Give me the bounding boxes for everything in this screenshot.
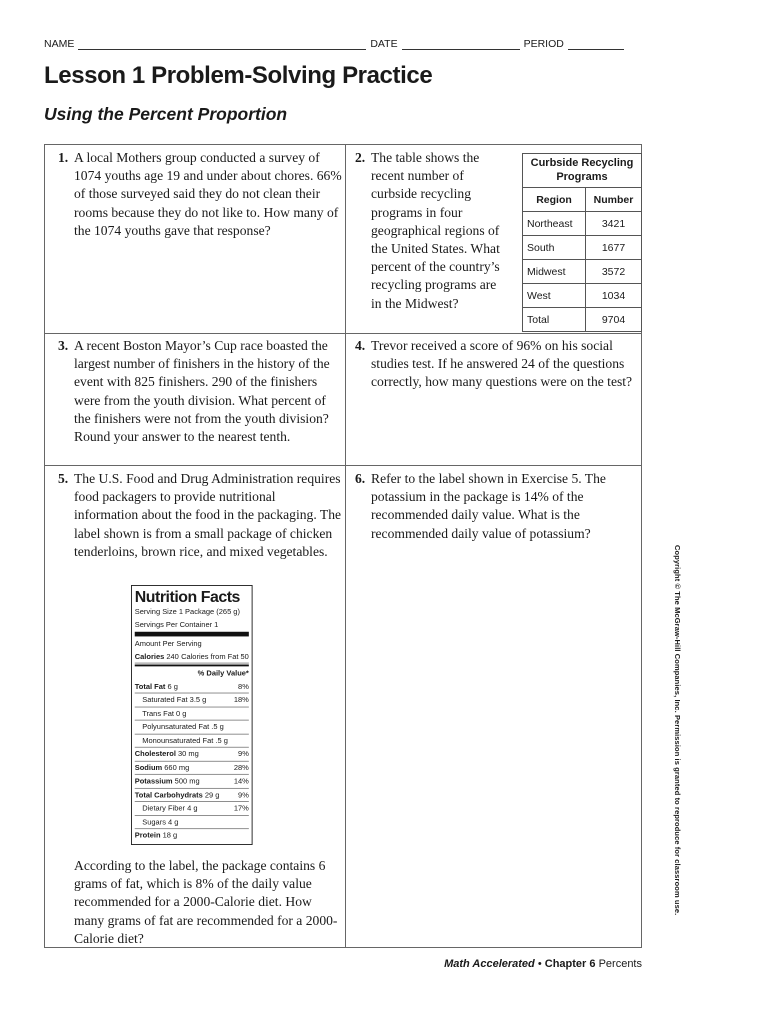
nutrient-amount: 3.5 g xyxy=(189,695,207,704)
date-field[interactable] xyxy=(402,39,520,50)
name-field[interactable] xyxy=(78,39,366,50)
divider xyxy=(135,632,249,637)
problem-text: Trevor received a score of 96% on his social studies test. If he answered 24 of the questions correctly, how many questions were on the test? xyxy=(371,338,633,390)
problem-grid xyxy=(44,144,642,948)
problem-number: 1. xyxy=(58,150,69,165)
nutrient-row xyxy=(135,802,249,816)
nutrient-amount: 30 mg xyxy=(177,749,199,759)
nutrition-label xyxy=(131,585,253,845)
nutrient-row xyxy=(135,829,249,842)
problem-number: 6. xyxy=(355,471,366,486)
number-cell: 3421 xyxy=(601,217,626,230)
nutrient-amount: .5 g xyxy=(215,736,228,745)
problem-number: 3. xyxy=(58,338,69,353)
nutrient-amount: 4 g xyxy=(168,817,179,826)
table-title: Curbside Recycling Programs xyxy=(523,154,641,188)
serving-size: Serving Size 1 Package (265 g) xyxy=(134,607,240,616)
nutrient-row xyxy=(135,734,249,748)
nutrient-label: Sugars xyxy=(142,817,166,826)
problem-text: The U.S. Food and Drug Administration requires food packagers to provide nutritional information about the food in the packaging. The label shown is from a small package of chicken tenderloins, brown rice, and mixed vegetables. xyxy=(74,471,342,559)
page-footer xyxy=(444,958,642,970)
nutrient-label: Potassium xyxy=(134,776,173,786)
calories-value: 240 xyxy=(166,651,179,661)
worksheet-header xyxy=(44,38,644,50)
nutrient-row xyxy=(135,788,249,802)
problem-2 xyxy=(355,149,503,313)
nutrition-title: Nutrition Facts xyxy=(134,587,240,606)
problem-text: The table shows the recent number of curbside recycling programs in four geographical regions of the United States. What percent of the country’s recycling programs are in the Midwest? xyxy=(371,150,500,311)
divider xyxy=(135,664,249,666)
footer-bullet: • xyxy=(537,958,542,970)
nutrient-label: Protein xyxy=(134,830,161,840)
nutrient-label: Polyunsaturated Fat xyxy=(142,722,210,731)
name-label: NAME xyxy=(44,38,75,50)
problem-text: According to the label, the package contains 6 grams of fat, which is 8% of the daily value recommended for a 2000-Calorie diet. How many grams of fat are recommended for a 2000-Calorie diet? xyxy=(74,858,338,946)
servings-per-container: Servings Per Container 1 xyxy=(134,620,219,629)
nutrient-label: Dietary Fiber xyxy=(142,803,186,813)
number-cell: 1677 xyxy=(601,241,626,254)
copyright-notice: Copyright © The McGraw-Hill Companies, Inc. Permission is granted to reproduce for classroom use. xyxy=(673,545,682,916)
nutrient-percent: 18% xyxy=(233,695,249,704)
nutrient-row xyxy=(135,761,249,775)
problem-3 xyxy=(58,337,343,446)
problem-4 xyxy=(355,337,640,392)
table-row xyxy=(523,284,641,308)
number-cell: 1034 xyxy=(601,289,626,302)
nutrient-row xyxy=(135,816,249,830)
nutrient-percent: 14% xyxy=(233,776,249,786)
grid-divider-row-2 xyxy=(45,465,641,466)
problem-text: A local Mothers group conducted a survey of 1074 youths age 19 and under about chores. 66% of those surveyed said they do not clean their rooms because they do not like to. How many of the 1074 youths gave that response? xyxy=(74,150,342,238)
nutrient-amount: 6 g xyxy=(167,681,178,691)
chapter-label: Chapter 6 xyxy=(544,958,596,970)
period-field[interactable] xyxy=(568,39,624,50)
nutrient-amount: 4 g xyxy=(187,803,198,813)
table-row xyxy=(523,260,641,284)
recycling-table xyxy=(522,153,642,332)
nutrient-percent: 8% xyxy=(238,681,249,691)
grid-divider-vertical xyxy=(345,145,346,947)
nutrient-row xyxy=(135,680,249,694)
problem-number: 4. xyxy=(355,338,366,353)
nutrient-rows xyxy=(135,680,249,842)
problem-number: 5. xyxy=(58,471,69,486)
nutrient-amount: 18 g xyxy=(162,830,178,840)
nutrient-row xyxy=(135,748,249,762)
problem-text: A recent Boston Mayor’s Cup race boasted the largest number of finishers in the history of the event with 825 finishers. 290 of the finishers were from the youth division. What percent of the finishers were not from the youth division? Round your answer to the nearest tenth. xyxy=(74,338,330,445)
date-label: DATE xyxy=(370,38,398,50)
calories-label: Calories xyxy=(134,651,165,661)
table-row xyxy=(523,308,641,331)
nutrient-amount: 660 mg xyxy=(164,763,190,772)
nutrient-label: Monounsaturated Fat xyxy=(142,736,214,745)
nutrient-label: Trans Fat xyxy=(142,708,174,718)
region-cell: Northeast xyxy=(523,212,586,235)
daily-value-header: % Daily Value* xyxy=(197,669,249,678)
nutrient-label: Saturated Fat xyxy=(142,695,188,704)
amount-per-serving: Amount Per Serving xyxy=(134,639,202,648)
region-cell: Total xyxy=(523,308,586,331)
region-cell: South xyxy=(523,236,586,259)
table-row xyxy=(523,236,641,260)
grid-divider-row-1 xyxy=(45,333,641,334)
problem-number: 2. xyxy=(355,150,366,165)
problem-5-followup xyxy=(58,857,343,948)
nutrient-amount: 500 mg xyxy=(174,776,200,786)
calories-row xyxy=(135,650,249,664)
period-label: PERIOD xyxy=(523,38,564,50)
problem-1 xyxy=(58,149,343,240)
page-subtitle: Using the Percent Proportion xyxy=(44,104,288,124)
nutrient-percent: 17% xyxy=(233,803,249,813)
nutrient-row xyxy=(135,721,249,735)
nutrient-amount: .5 g xyxy=(211,722,224,731)
problem-5 xyxy=(58,470,343,561)
nutrient-percent: 28% xyxy=(233,763,249,772)
nutrient-amount: 0 g xyxy=(176,708,187,718)
nutrient-label: Total Fat xyxy=(134,681,166,691)
number-cell: 9704 xyxy=(601,313,626,326)
nutrient-percent: 9% xyxy=(238,749,249,759)
nutrient-percent: 9% xyxy=(238,790,249,799)
calories-from-fat: Calories from Fat 50 xyxy=(181,651,249,661)
nutrient-row xyxy=(135,707,249,721)
course-name: Math Accelerated xyxy=(444,958,535,970)
problem-text: Refer to the label shown in Exercise 5. The potassium in the package is 14% of the recommended daily value. What is the recommended daily value of potassium? xyxy=(371,471,606,541)
region-cell: Midwest xyxy=(523,260,586,283)
region-cell: West xyxy=(523,284,586,307)
nutrient-label: Total Carbohydrats xyxy=(134,790,203,799)
column-header-number: Number xyxy=(593,193,634,206)
page-title: Lesson 1 Problem-Solving Practice xyxy=(44,62,433,89)
nutrient-row xyxy=(135,693,249,707)
chapter-topic: Percents xyxy=(598,958,642,970)
number-cell: 3572 xyxy=(601,265,626,278)
nutrient-label: Cholesterol xyxy=(134,749,176,759)
nutrient-amount: 29 g xyxy=(204,790,220,799)
column-header-region: Region xyxy=(523,188,586,211)
problem-6 xyxy=(355,470,640,543)
table-row xyxy=(523,212,641,236)
table-header-row xyxy=(523,188,641,212)
nutrient-row xyxy=(135,775,249,789)
nutrient-label: Sodium xyxy=(134,763,163,772)
